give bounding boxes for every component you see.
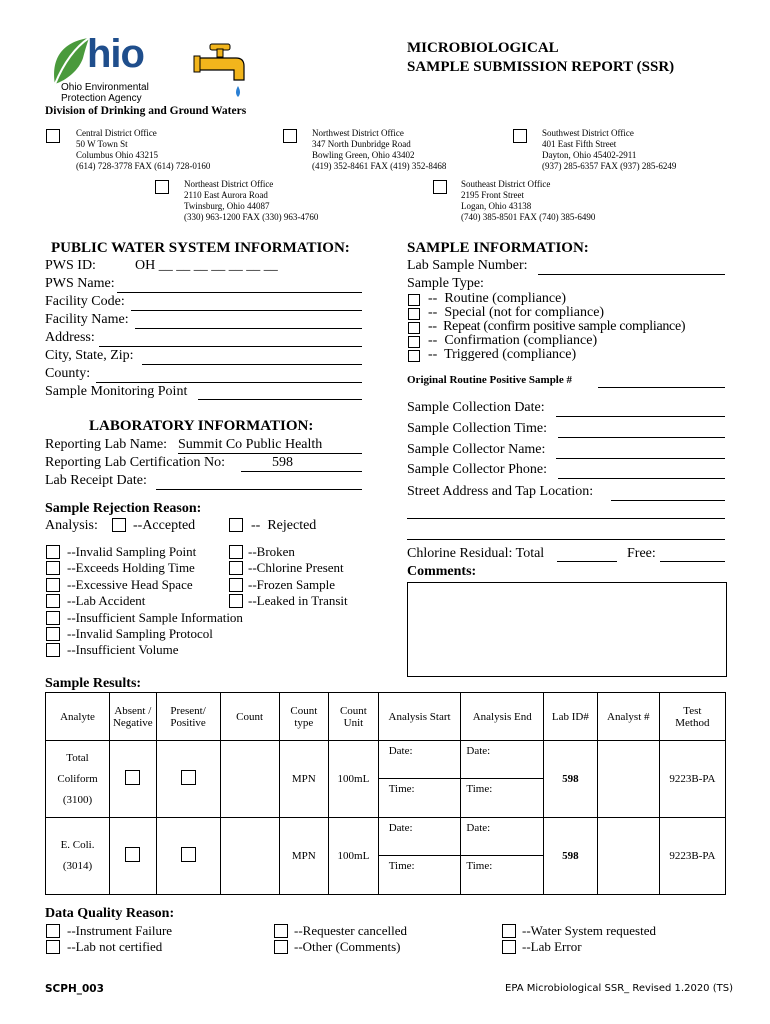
lab-id: 598: [544, 741, 598, 818]
county-field[interactable]: [96, 382, 362, 383]
form-code: SCPH_003: [45, 983, 104, 995]
analysis-start-cell[interactable]: Date: Time:: [378, 818, 461, 895]
reject-chlorine: --Chlorine Present: [248, 560, 344, 575]
count-unit: 100mL: [329, 818, 379, 895]
test-method: 9223B-PA: [659, 818, 725, 895]
facility-code-field[interactable]: [131, 310, 362, 311]
absent-checkbox[interactable]: [125, 847, 140, 862]
reject-insufficient-volume-checkbox[interactable]: [46, 643, 60, 657]
collector-phone-field[interactable]: [558, 478, 725, 479]
lab-cert-value: 598: [272, 455, 293, 470]
sample-type-routine-checkbox[interactable]: [408, 294, 420, 306]
report-title-line1: MICROBIOLOGICAL: [407, 40, 559, 56]
col-present: Present/ Positive: [156, 693, 220, 741]
sample-type-routine: -- Routine (compliance): [428, 291, 567, 306]
pws-heading: PUBLIC WATER SYSTEM INFORMATION:: [51, 240, 350, 256]
faucet-icon: [192, 40, 252, 102]
dq-instrument-failure-checkbox[interactable]: [46, 924, 60, 938]
reject-invalid-protocol: --Invalid Sampling Protocol: [67, 626, 213, 641]
logo-sub2: Protection Agency: [61, 93, 142, 104]
lab-sample-number-field[interactable]: [538, 274, 725, 275]
reporting-lab-field[interactable]: Summit Co Public Health: [178, 437, 362, 454]
reject-invalid-point-checkbox[interactable]: [46, 545, 60, 559]
comments-label: Comments:: [407, 564, 477, 579]
monitoring-point-field[interactable]: [198, 399, 362, 400]
col-count: Count: [220, 693, 279, 741]
office-central-checkbox[interactable]: [46, 129, 60, 143]
pws-name-label: PWS Name:: [45, 276, 115, 291]
reject-leaked: --Leaked in Transit: [248, 593, 348, 608]
col-test-method: Test Method: [659, 693, 725, 741]
lab-sample-number-label: Lab Sample Number:: [407, 258, 528, 273]
reject-lab-accident: --Lab Accident: [67, 593, 146, 608]
dq-instrument-failure: --Instrument Failure: [67, 923, 173, 938]
reject-broken-checkbox[interactable]: [229, 545, 243, 559]
dq-requester-cancelled: --Requester cancelled: [294, 923, 407, 938]
col-analyte: Analyte: [46, 693, 110, 741]
analysis-start-cell[interactable]: Date: Time:: [378, 741, 461, 818]
reject-insufficient-info: --Insufficient Sample Information: [67, 610, 243, 625]
dq-water-system-checkbox[interactable]: [502, 924, 516, 938]
reject-holding-time-checkbox[interactable]: [46, 561, 60, 575]
logo-text: hio: [87, 32, 144, 76]
office-central: Central District Office 50 W Town St Columbus Ohio 43215 (614) 728-3778 FAX (614) 728-0160: [76, 128, 211, 171]
lab-info-heading: LABORATORY INFORMATION:: [89, 418, 314, 434]
rejected-label: -- Rejected: [251, 518, 317, 533]
facility-name-field[interactable]: [135, 328, 362, 329]
lab-receipt-label: Lab Receipt Date:: [45, 473, 147, 488]
pws-id-field[interactable]: OH __ __ __ __ __ __ __: [135, 258, 278, 273]
original-routine-field[interactable]: [598, 387, 725, 388]
rejected-checkbox[interactable]: [229, 518, 243, 532]
reporting-lab-label: Reporting Lab Name:: [45, 437, 168, 452]
county-label: County:: [45, 366, 91, 381]
original-routine-label: Original Routine Positive Sample #: [407, 374, 572, 386]
address-field[interactable]: [99, 346, 362, 347]
table-row: [46, 818, 726, 895]
accepted-label: --Accepted: [133, 518, 196, 533]
analysis-end-cell[interactable]: Date: Time:: [461, 741, 544, 818]
sample-type-repeat: -- Repeat (confirm positive sample compliance): [428, 319, 686, 334]
office-southeast-checkbox[interactable]: [433, 180, 447, 194]
lab-receipt-field[interactable]: [156, 489, 362, 490]
street-address-field-3[interactable]: [407, 539, 725, 540]
city-label: City, State, Zip:: [45, 348, 134, 363]
city-field[interactable]: [142, 364, 362, 365]
sample-type-label: Sample Type:: [407, 276, 484, 291]
office-northeast: Northeast District Office 2110 East Aurora Road Twinsburg, Ohio 44087 (330) 963-1200 FAX (330) 963-4760: [184, 179, 319, 222]
street-address-field-1[interactable]: [611, 500, 725, 501]
ohio-epa-logo: [45, 32, 165, 106]
office-southwest-checkbox[interactable]: [513, 129, 527, 143]
absent-checkbox[interactable]: [125, 770, 140, 785]
dq-lab-error-checkbox[interactable]: [502, 940, 516, 954]
dq-lab-not-certified: --Lab not certified: [67, 939, 163, 954]
division-name: Division of Drinking and Ground Waters: [45, 105, 247, 117]
office-northwest-checkbox[interactable]: [283, 129, 297, 143]
reject-lab-accident-checkbox[interactable]: [46, 594, 60, 608]
count-cell[interactable]: [220, 818, 279, 895]
chlorine-free-field[interactable]: [660, 561, 725, 562]
present-checkbox[interactable]: [181, 847, 196, 862]
office-northwest: Northwest District Office 347 North Dunbridge Road Bowling Green, Ohio 43402 (419) 352-8461 FAX (419) 352-8468: [312, 128, 447, 171]
dq-lab-not-certified-checkbox[interactable]: [46, 940, 60, 954]
facility-code-label: Facility Code:: [45, 294, 125, 309]
reject-chlorine-checkbox[interactable]: [229, 561, 243, 575]
col-analysis-start: Analysis Start: [378, 693, 461, 741]
report-title-line2: SAMPLE SUBMISSION REPORT (SSR): [407, 59, 675, 75]
rejection-heading: Sample Rejection Reason:: [45, 501, 202, 516]
results-heading: Sample Results:: [45, 676, 142, 691]
col-absent: Absent / Negative: [110, 693, 157, 741]
sample-type-triggered: -- Triggered (compliance): [428, 347, 577, 362]
analysis-label: Analysis:: [45, 518, 98, 533]
reject-invalid-protocol-checkbox[interactable]: [46, 627, 60, 641]
pws-name-field[interactable]: [117, 292, 362, 293]
dq-lab-error: --Lab Error: [522, 939, 582, 954]
dq-heading: Data Quality Reason:: [45, 906, 175, 921]
analyte-e-coli: E. Coli. (3014): [46, 818, 110, 895]
sample-type-triggered-checkbox[interactable]: [408, 350, 420, 362]
results-header-row: [46, 693, 726, 741]
comments-box[interactable]: [407, 582, 727, 677]
analyst-cell[interactable]: [597, 741, 659, 818]
col-lab-id: Lab ID#: [544, 693, 598, 741]
reject-leaked-checkbox[interactable]: [229, 594, 243, 608]
analyte-total-coliform: Total Coliform (3100): [46, 741, 110, 818]
chlorine-total-label: Chlorine Residual: Total: [407, 546, 545, 561]
present-checkbox[interactable]: [181, 770, 196, 785]
street-address-label: Street Address and Tap Location:: [407, 484, 594, 499]
chlorine-free-label: Free:: [627, 546, 656, 561]
sample-type-special: -- Special (not for compliance): [428, 305, 605, 320]
reject-frozen: --Frozen Sample: [248, 577, 336, 592]
office-northeast-checkbox[interactable]: [155, 180, 169, 194]
collector-phone-label: Sample Collector Phone:: [407, 462, 547, 477]
count-unit: 100mL: [329, 741, 379, 818]
facility-name-label: Facility Name:: [45, 312, 129, 327]
monitoring-point-label: Sample Monitoring Point: [45, 384, 188, 399]
reject-invalid-point: --Invalid Sampling Point: [67, 544, 197, 559]
count-cell[interactable]: [220, 741, 279, 818]
reject-holding-time: --Exceeds Holding Time: [67, 560, 195, 575]
revision-note: EPA Microbiological SSR_ Revised 1.2020 (TS): [505, 983, 733, 994]
reject-head-space-checkbox[interactable]: [46, 578, 60, 592]
table-row: [46, 741, 726, 818]
reject-insufficient-volume: --Insufficient Volume: [67, 642, 179, 657]
dq-water-system: --Water System requested: [522, 923, 656, 938]
sample-info-heading: SAMPLE INFORMATION:: [407, 240, 589, 256]
logo-sub1: Ohio Environmental: [61, 82, 149, 93]
reject-head-space: --Excessive Head Space: [67, 577, 193, 592]
collector-name-field[interactable]: [556, 458, 725, 459]
dq-requester-cancelled-checkbox[interactable]: [274, 924, 288, 938]
sample-type-repeat-checkbox[interactable]: [408, 322, 420, 334]
reject-insufficient-info-checkbox[interactable]: [46, 611, 60, 625]
sample-type-special-checkbox[interactable]: [408, 308, 420, 320]
lab-cert-field[interactable]: [241, 455, 362, 472]
test-method: 9223B-PA: [659, 741, 725, 818]
collection-time-field[interactable]: [558, 437, 725, 438]
col-count-type: Count type: [279, 693, 329, 741]
col-analysis-end: Analysis End: [461, 693, 544, 741]
office-southeast: Southeast District Office 2195 Front Street Logan, Ohio 43138 (740) 385-8501 FAX (740) 385-6490: [461, 179, 596, 222]
accepted-checkbox[interactable]: [112, 518, 126, 532]
reject-frozen-checkbox[interactable]: [229, 578, 243, 592]
results-table: [45, 692, 726, 895]
collection-time-label: Sample Collection Time:: [407, 421, 548, 436]
analyst-cell[interactable]: [597, 818, 659, 895]
sample-type-confirmation-checkbox[interactable]: [408, 336, 420, 348]
street-address-field-2[interactable]: [407, 518, 725, 519]
address-label: Address:: [45, 330, 95, 345]
collector-name-label: Sample Collector Name:: [407, 442, 546, 457]
col-analyst: Analyst #: [597, 693, 659, 741]
reject-broken: --Broken: [248, 544, 295, 559]
pws-id-label: PWS ID:: [45, 258, 96, 273]
analysis-end-cell[interactable]: Date: Time:: [461, 818, 544, 895]
collection-date-label: Sample Collection Date:: [407, 400, 545, 415]
chlorine-total-field[interactable]: [557, 561, 617, 562]
col-count-unit: Count Unit: [329, 693, 379, 741]
office-southwest: Southwest District Office 401 East Fifth Street Dayton, Ohio 45402-2911 (937) 285-6357 FAX (937) 285-6249: [542, 128, 677, 171]
dq-other: --Other (Comments): [294, 939, 401, 954]
lab-cert-label: Reporting Lab Certification No:: [45, 455, 226, 470]
lab-id: 598: [544, 818, 598, 895]
count-type: MPN: [279, 741, 329, 818]
sample-type-confirmation: -- Confirmation (compliance): [428, 333, 598, 348]
count-type: MPN: [279, 818, 329, 895]
dq-other-checkbox[interactable]: [274, 940, 288, 954]
collection-date-field[interactable]: [556, 416, 725, 417]
